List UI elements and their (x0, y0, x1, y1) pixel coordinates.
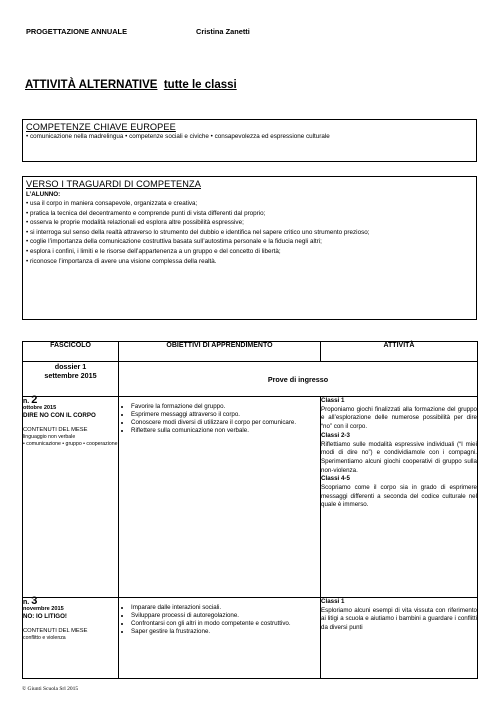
traguardi-item: • pratica la tecnica del decentramento e comprende punti di vista differenti dal proprio; (26, 209, 472, 219)
competenze-box (22, 119, 477, 162)
attivita-text: Riflettiamo sulle modalità espressive individuali (“I miei modi di dire no”) e condividiamole con i compagni. Sperimentiamo alcuni giochi cooperativi di gruppo sulla non-violenza. (321, 440, 477, 474)
issue-date: ottobre 2015 (23, 405, 57, 412)
traguardi-item: • coglie l’importanza della comunicazione costruttiva basata sull’autostima personale e la fiducia negli altri; (26, 237, 472, 247)
traguardi-item: • si interroga sul senso della realtà attraverso lo strumento del dubbio e identifica nel sapere critico uno strumento prezioso; (26, 228, 472, 238)
contenuti-values: linguaggio non verbale • comunicazione • gruppo • cooperazione (23, 433, 118, 448)
attivita-cell (321, 598, 478, 679)
document-title (25, 79, 237, 91)
dossier-date: settembre 2015 (44, 371, 97, 380)
obiettivo-item: • Favorire la formazione del gruppo. (131, 403, 316, 411)
course-title: PROGETTAZIONE ANNUALE (26, 27, 128, 36)
traguardi-intro: L’ALUNNO: (26, 191, 61, 198)
obiettivi-cell (119, 598, 321, 679)
header-obiettivi: OBIETTIVI DI APPRENDIMENTO (119, 342, 321, 362)
attivita-text: Scopriamo come il corpo sia in grado di esprimere messaggi differenti a seconda del codice culturale nel quale è immerso. (321, 484, 477, 509)
issue-name: DIRE NO CON IL CORPO (23, 412, 96, 420)
obiettivo-item: • Imparare dalle interazioni sociali. (131, 604, 316, 612)
traguardi-item: • usa il corpo in maniera consapevole, organizzata e creativa; (26, 199, 472, 209)
attivita-text: Esploriamo alcuni esempi di vita vissuta con riferimento ai litigi a scuola e aiutiamo i bambini a guardare i conflitti da diversi punti (321, 606, 477, 632)
traguardi-item: • osserva le proprie modalità relazionali ed esplora altre possibilità espressive; (26, 218, 472, 228)
table-header-row (23, 342, 478, 362)
fascicolo-cell (23, 394, 119, 598)
traguardi-list (23, 199, 476, 266)
obiettivo-item: • Saper gestire la frustrazione. (131, 628, 316, 636)
classi-label: Classi 1 (321, 397, 345, 404)
issue-number: 3 (31, 595, 38, 607)
title-main: ATTIVITÀ ALTERNATIVE (25, 79, 158, 91)
header-fascicolo: FASCICOLO (23, 342, 119, 362)
classi-label: Classi 4-5 (321, 475, 350, 483)
table-row (23, 397, 478, 598)
obiettivo-item: • Sviluppare processi di autoregolazione. (131, 612, 316, 620)
title-sub: tutte le classi (163, 79, 237, 91)
traguardi-heading: VERSO I TRAGUARDI DI COMPETENZA (26, 179, 201, 189)
copyright-footer: © Giunti Scuola Srl 2015 (22, 686, 79, 692)
competenze-heading: COMPETENZE CHIAVE EUROPEE (26, 122, 176, 132)
issue-date: novembre 2015 (23, 606, 64, 613)
obiettivi-cell (119, 397, 321, 598)
page-header (26, 27, 250, 36)
traguardi-item: • riconosce l’importanza di avere una visione complessa della realtà. (26, 257, 472, 267)
traguardi-box (22, 176, 477, 320)
prove-ingresso: Prove di ingresso (119, 362, 478, 397)
classi-label: Classi 1 (321, 598, 345, 605)
obiettivo-item: • Riflettere sulla comunicazione non verbale. (131, 427, 316, 435)
author-name: Cristina Zanetti (196, 27, 250, 36)
traguardi-item: • esplora i confini, i limiti e le risorse dell’appartenenza a un gruppo e del concetto di libertà; (26, 247, 472, 257)
dossier-label: dossier 1 (54, 362, 87, 371)
fascicolo-cell (23, 595, 119, 679)
issue-label: n. (23, 599, 30, 606)
obiettivo-item: • Esprimere messaggi attraverso il corpo. (131, 411, 316, 419)
classi-label: Classi 2-3 (321, 431, 350, 439)
dossier-cell (23, 362, 119, 397)
obiettivi-list (119, 598, 320, 636)
attivita-text: Proponiamo giochi finalizzati alla formazione del gruppo e all’esplorazione delle numerose possibilità per dire “no” con il corpo. (321, 405, 477, 431)
contenuti-label: CONTENUTI DEL MESE (23, 426, 88, 433)
contenuti-values: conflitto e violenza (23, 634, 66, 641)
issue-label: n. (23, 398, 30, 405)
dossier-row (23, 362, 478, 397)
contenuti-label: CONTENUTI DEL MESE (23, 627, 88, 634)
attivita-cell (321, 397, 478, 598)
table-row (23, 598, 478, 679)
issue-name: NO: IO LITIGO! (23, 613, 67, 621)
plan-table (22, 341, 478, 679)
obiettivo-item: • Confrontarsi con gli altri in modo competente e costruttivo. (131, 620, 316, 628)
competenze-text: • comunicazione nella madrelingua • competenze sociali e civiche • consapevolezza ed espressione culturale (26, 133, 330, 140)
issue-number: 2 (31, 394, 38, 406)
header-attivita: ATTIVITÀ (321, 342, 478, 362)
obiettivo-item: • Conoscere modi diversi di utilizzare il corpo per comunicare. (131, 419, 316, 427)
obiettivi-list (119, 397, 320, 435)
